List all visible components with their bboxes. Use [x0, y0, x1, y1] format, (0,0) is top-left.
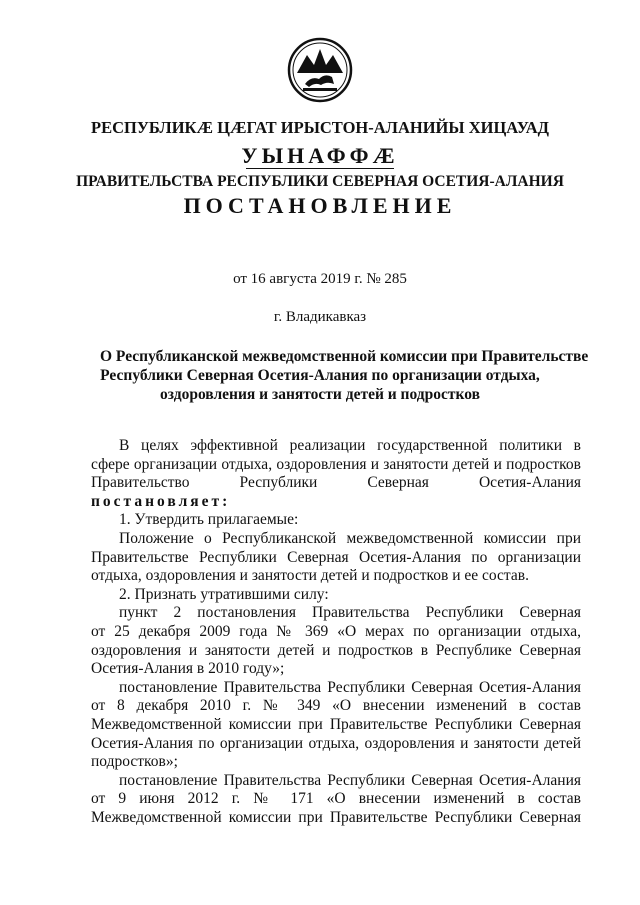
body-line: 2. Признать утратившими силу: [119, 585, 329, 603]
header-ossetian-resolution: УЫНАФФӔ [241, 143, 399, 168]
body-line: Межведомственной комиссии при Правительстве Республики Северная [91, 808, 581, 826]
title-line: О Республиканской межведомственной комиссии при Правительстве [100, 348, 589, 365]
body-line: от 8 декабря 2010 г. № 349 «О внесении изменений в состав [91, 697, 581, 715]
body-line: Правительство Республики Северная Осетия-Алания [91, 474, 581, 492]
body-line: подростков»; [91, 753, 178, 771]
body-line: Межведомственной комиссии при Правительстве Республики Северная [91, 715, 581, 733]
body-line: Осетия-Алания в 2010 году»; [91, 660, 285, 678]
coat-of-arms-emblem [287, 37, 353, 103]
body-line: сфере организации отдыха, оздоровления и занятости детей и подростков [91, 455, 581, 473]
header-divider [246, 168, 394, 169]
body-line: от 25 декабря 2009 года № 369 «О мерах по организации отдыха, [91, 622, 581, 640]
body-line: Положение о Республиканской межведомственной комиссии при [119, 529, 581, 547]
body-line: Осетия-Алания по организации отдыха, оздоровления и занятости детей [91, 734, 581, 752]
title-line: оздоровления и занятости детей и подростков [160, 386, 480, 403]
body-line: постановление Правительства Республики Северная Осетия-Алания [119, 678, 581, 696]
header-government-name: ПРАВИТЕЛЬСТВА РЕСПУБЛИКИ СЕВЕРНАЯ ОСЕТИЯ-АЛАНИЯ [76, 173, 564, 190]
header-ossetian-government: РЕСПУБЛИКӔ ЦӔГАТ ИРЫСТОН-АЛАНИЙЫ ХИЦАУАД [90, 118, 549, 137]
document-type-heading: ПОСТАНОВЛЕНИЕ [183, 193, 457, 218]
body-line-decree-verb: постановляет: [91, 492, 231, 510]
body-line: от 9 июня 2012 г. № 171 «О внесении изменений в состав [91, 790, 581, 808]
title-line: Республики Северная Осетия-Алания по организации отдыха, [100, 367, 540, 384]
body-line: Правительстве Республики Северная Осетия-Алания по организации [91, 548, 581, 566]
body-line: 1. Утвердить прилагаемые: [119, 511, 299, 529]
body-line: отдыха, оздоровления и занятости детей и подростков и ее состав. [91, 567, 529, 585]
document-title [100, 347, 589, 404]
body-line: В целях эффективной реализации государственной политики в [119, 437, 581, 454]
body-line: постановление Правительства Республики Северная Осетия-Алания [119, 771, 581, 789]
body-line: пункт 2 постановления Правительства Республики Северная [119, 604, 581, 622]
body-line: оздоровления и занятости детей и подростков в Республике Северная [91, 641, 581, 659]
document-body [91, 437, 581, 827]
document-date-number: от 16 августа 2019 г. № 285 [233, 271, 407, 287]
document-city: г. Владикавказ [273, 309, 367, 325]
